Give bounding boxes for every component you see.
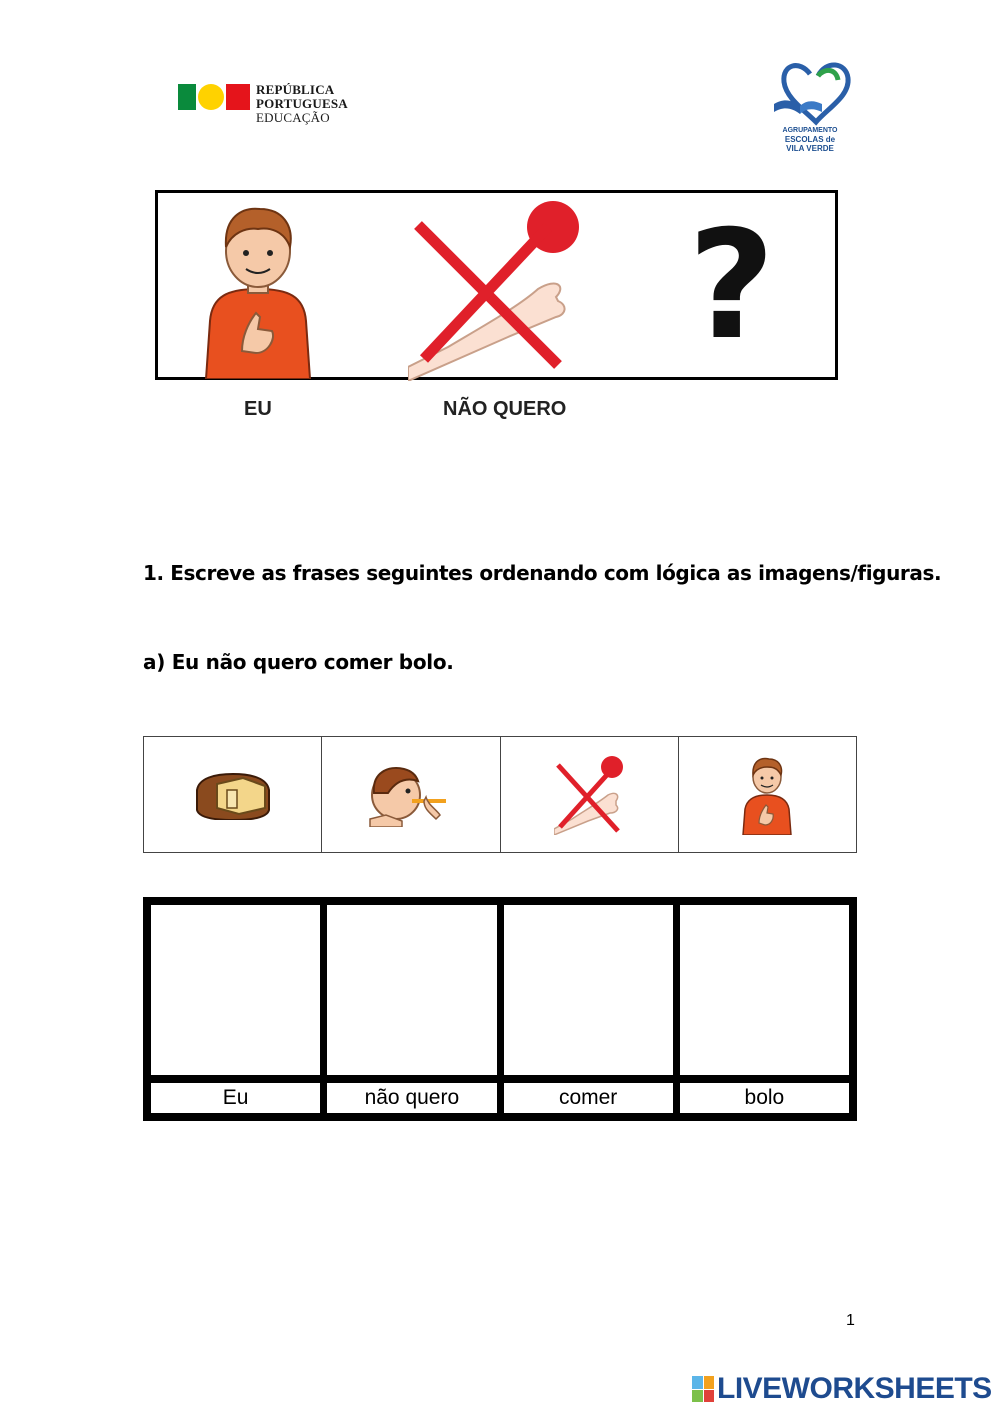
icon-tile-i bbox=[704, 1376, 715, 1389]
answer-column bbox=[502, 903, 675, 1115]
question-mark-icon: ? bbox=[688, 199, 776, 373]
answer-column bbox=[678, 903, 851, 1115]
instruction-text: 1. Escreve as frases seguintes ordenando com lógica as imagens/figuras. bbox=[143, 561, 942, 585]
answer-grid bbox=[143, 897, 857, 1121]
icon-tile-l bbox=[692, 1376, 703, 1389]
icon-tile-e bbox=[704, 1390, 715, 1403]
school-logo bbox=[770, 60, 860, 155]
flag-green-block bbox=[178, 84, 196, 110]
caption-nao-quero: NÃO QUERO bbox=[443, 398, 567, 420]
school-logo-text: AGRUPAMENTO ESCOLAS de VILA VERDE bbox=[782, 127, 838, 153]
caption-eu: EU bbox=[244, 398, 272, 420]
liveworksheets-logo[interactable] bbox=[692, 1372, 992, 1406]
not-want-icon bbox=[554, 755, 624, 835]
liveworksheets-text: LIVEWORKSHEETS bbox=[717, 1372, 992, 1405]
republica-portuguesa-logo bbox=[178, 84, 358, 134]
word-label: Eu bbox=[149, 1081, 322, 1115]
exercise-a-title: a) Eu não quero comer bolo. bbox=[143, 650, 454, 674]
sentence-frame bbox=[155, 190, 838, 380]
heart-book-icon bbox=[770, 60, 860, 126]
liveworksheets-icon bbox=[692, 1376, 714, 1402]
pictogram-cell[interactable] bbox=[679, 737, 856, 852]
pictogram-cell[interactable] bbox=[501, 737, 679, 852]
word-label: não quero bbox=[325, 1081, 498, 1115]
pictogram-cell[interactable] bbox=[322, 737, 500, 852]
drop-zone[interactable] bbox=[502, 903, 675, 1077]
icon-tile-v bbox=[692, 1390, 703, 1403]
eating-boy-icon bbox=[366, 763, 456, 827]
page-number: 1 bbox=[846, 1312, 855, 1329]
pictogram-row bbox=[143, 736, 857, 853]
drop-zone[interactable] bbox=[149, 903, 322, 1077]
pictogram-cell[interactable] bbox=[144, 737, 322, 852]
drop-zone[interactable] bbox=[325, 903, 498, 1077]
word-label: comer bbox=[502, 1081, 675, 1115]
boy-me-icon bbox=[739, 755, 795, 835]
gov-logo-text: REPÚBLICA PORTUGUESA EDUCAÇÃO bbox=[256, 82, 348, 125]
boy-me-icon bbox=[198, 201, 318, 379]
flag-yellow-circle bbox=[198, 84, 224, 110]
cake-icon bbox=[193, 770, 273, 820]
flag-red-block bbox=[226, 84, 250, 110]
word-label: bolo bbox=[678, 1081, 851, 1115]
answer-column bbox=[149, 903, 322, 1115]
answer-column bbox=[325, 903, 498, 1115]
drop-zone[interactable] bbox=[678, 903, 851, 1077]
not-want-icon bbox=[408, 197, 588, 381]
